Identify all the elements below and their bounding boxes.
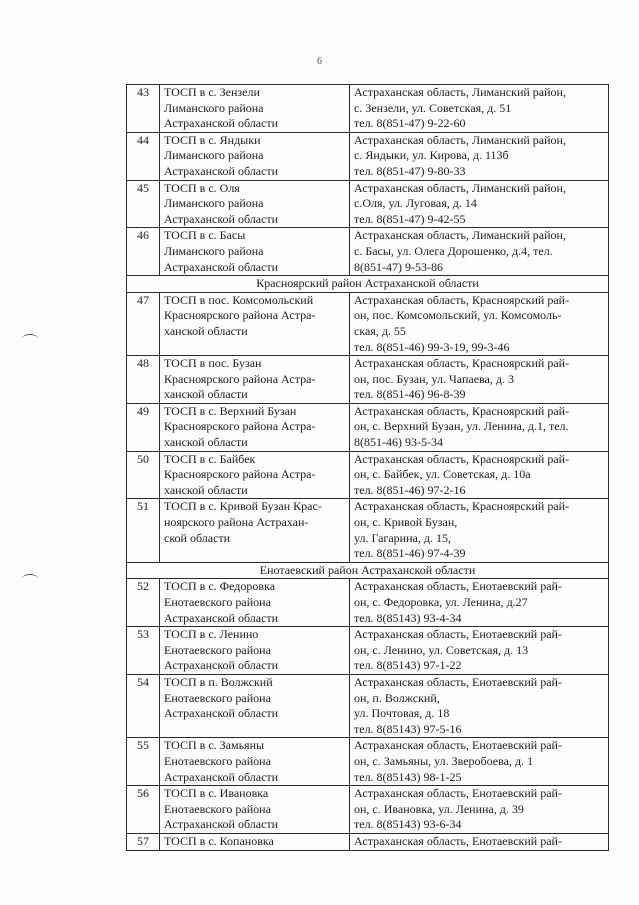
office-name-line: ханской области [164, 323, 248, 338]
row-number: 47 [127, 292, 160, 355]
office-name-line: ханской области [164, 482, 248, 497]
address-cell [350, 132, 609, 180]
office-name-cell [160, 499, 350, 562]
office-name-line: Астраханской области [164, 706, 279, 721]
row-number: 51 [127, 499, 160, 562]
address-line: Астраханская область, Енотаевский рай- [354, 786, 562, 801]
address-line: Астраханская область, Красноярский рай- [354, 451, 570, 466]
address-line: тел. 8(851-46) 97-4-39 [354, 546, 466, 561]
address-line: тел. 8(85143) 97-1-22 [354, 658, 462, 673]
office-name-line: Астраханской области [164, 817, 279, 832]
address-line: он, с. Федоровка, ул. Ленина, д.27 [354, 595, 528, 609]
office-name-line: Астраханской области [164, 211, 279, 226]
address-line: тел. 8(851-46) 96-8-39 [354, 387, 466, 402]
office-name-line: ТОСП в с. Верхний Бузан [164, 403, 297, 418]
office-name-line: ТОСП в п. Волжский [164, 674, 273, 689]
office-name-line: Красноярского района Астра- [164, 467, 316, 482]
page-number: 6 [317, 56, 322, 67]
office-name-cell [160, 132, 350, 180]
address-cell [350, 627, 609, 675]
table-row [127, 833, 609, 850]
office-name-line: Астраханской области [164, 116, 279, 131]
address-line: Астраханская область, Красноярский рай- [354, 356, 570, 371]
section-title: Енотаевский район Астраханской области [127, 562, 609, 579]
table-row [127, 356, 609, 404]
address-line: с.Оля, ул. Луговая, д. 14 [354, 196, 477, 211]
office-name-cell [160, 579, 350, 627]
table-row [127, 228, 609, 276]
office-name-cell [160, 292, 350, 355]
address-line: Астраханская область, Енотаевский рай- [354, 738, 562, 753]
address-line: Астраханская область, Енотаевский рай- [354, 627, 562, 642]
address-line: он, с. Кривой Бузан, [354, 515, 458, 530]
address-line: Астраханская область, Красноярский рай- [354, 403, 570, 418]
address-line: он, пос. Бузан, ул. Чапаева, д. 3 [354, 371, 514, 386]
table-row [127, 292, 609, 355]
address-line: Астраханская область, Красноярский рай- [354, 292, 570, 307]
office-name-line: Красноярского района Астра- [164, 419, 316, 434]
address-line: он, с. Ленино, ул. Советская, д. 13 [354, 642, 529, 657]
address-line: он, с. Байбек, ул. Советская, д. 10а [354, 467, 531, 482]
table-row [127, 180, 609, 228]
office-name-line: ТОСП в с. Замьяны [164, 738, 265, 753]
office-name-line: ТОСП в с. Оля [164, 180, 240, 195]
office-name-cell [160, 674, 350, 737]
address-cell [350, 786, 609, 834]
address-cell [350, 833, 609, 850]
table-row [127, 738, 609, 786]
address-line: Астраханская область, Енотаевский рай- [354, 833, 562, 848]
address-line: он, с. Верхний Бузан, ул. Ленина, д.1, тел. [354, 419, 569, 434]
address-line: тел. 8(851-47) 9-22-60 [354, 116, 466, 131]
row-number: 44 [127, 132, 160, 180]
address-line: тел. 8(851-47) 9-80-33 [354, 163, 466, 178]
office-name-line: Лиманского района [164, 148, 264, 163]
offices-table [126, 84, 609, 851]
row-number: 52 [127, 579, 160, 627]
table-row [127, 579, 609, 627]
address-line: 8(851-46) 93-5-34 [354, 435, 443, 450]
office-name-line: ТОСП в с. Кривой Бузан Крас- [164, 499, 322, 514]
office-name-line: Астраханской области [164, 163, 279, 178]
address-line: Астраханская область, Лиманский район, [354, 132, 566, 147]
office-name-cell [160, 180, 350, 228]
address-cell [350, 674, 609, 737]
address-line: Астраханская область, Лиманский район, [354, 85, 566, 99]
office-name-line: Лиманского района [164, 243, 264, 258]
office-name-line: ТОСП в с. Зензели [164, 85, 260, 99]
address-line: с. Басы, ул. Олега Дорошенко, д.4, тел. [354, 243, 553, 258]
office-name-cell [160, 403, 350, 451]
row-number: 54 [127, 674, 160, 737]
table-row [127, 403, 609, 451]
office-name-cell [160, 85, 350, 133]
office-name-line: Красноярского района Астра- [164, 371, 316, 386]
table-row [127, 627, 609, 675]
section-header-row [127, 562, 609, 579]
row-number: 46 [127, 228, 160, 276]
address-cell [350, 228, 609, 276]
address-line: тел. 8(85143) 93-4-34 [354, 610, 462, 625]
office-name-line: Астраханской области [164, 259, 279, 274]
binder-hole-mark [22, 334, 38, 343]
office-name-line: ТОСП в с. Федоровка [164, 579, 276, 594]
address-line: тел. 8(85143) 97-5-16 [354, 721, 462, 736]
office-name-cell [160, 356, 350, 404]
address-line: Астраханская область, Лиманский район, [354, 228, 566, 243]
address-line: Астраханская область, Лиманский район, [354, 180, 566, 195]
address-line: тел. 8(85143) 93-6-34 [354, 817, 462, 832]
office-name-line: ноярского района Астрахан- [164, 515, 309, 530]
office-name-line: Енотаевского района [164, 753, 271, 768]
office-name-line: Астраханской области [164, 769, 279, 784]
table-row [127, 132, 609, 180]
row-number: 49 [127, 403, 160, 451]
office-name-cell [160, 451, 350, 499]
address-line: тел. 8(851-46) 99-3-19, 99-3-46 [354, 339, 510, 354]
office-name-line: Красноярского района Астра- [164, 308, 316, 323]
address-line: тел. 8(851-47) 9-42-55 [354, 211, 466, 226]
table-row [127, 674, 609, 737]
office-name-cell [160, 738, 350, 786]
address-cell [350, 180, 609, 228]
office-name-line: ТОСП в с. Ленино [164, 627, 259, 642]
office-name-line: ханской области [164, 435, 248, 450]
address-line: ул. Гагарина, д. 15, [354, 530, 451, 545]
office-name-line: Лиманского района [164, 100, 264, 115]
office-name-line: Астраханской области [164, 610, 279, 625]
address-line: ул. Почтовая, д. 18 [354, 706, 450, 721]
address-line: ская, д. 55 [354, 323, 406, 338]
address-cell [350, 403, 609, 451]
office-name-line: ТОСП в с. Копановка [164, 833, 274, 848]
row-number: 45 [127, 180, 160, 228]
address-line: он, пос. Комсомольский, ул. Комсомоль- [354, 308, 562, 323]
row-number: 55 [127, 738, 160, 786]
section-title: Красноярский район Астраханской области [127, 276, 609, 293]
address-cell [350, 451, 609, 499]
office-name-line: ТОСП в пос. Бузан [164, 356, 262, 371]
address-line: он, п. Волжский, [354, 690, 440, 705]
office-name-line: Лиманского района [164, 196, 264, 211]
office-name-cell [160, 786, 350, 834]
address-line: он, с. Замьяны, ул. Зверобоева, д. 1 [354, 753, 534, 768]
table-row [127, 451, 609, 499]
address-line: Астраханская область, Енотаевский рай- [354, 579, 562, 594]
row-number: 57 [127, 833, 160, 850]
address-cell [350, 499, 609, 562]
address-cell [350, 292, 609, 355]
table-row [127, 499, 609, 562]
office-name-line: ТОСП в с. Ивановка [164, 786, 269, 801]
table-row [127, 786, 609, 834]
address-line: 8(851-47) 9-53-86 [354, 259, 443, 274]
office-name-line: Енотаевского района [164, 690, 271, 705]
offices-table-body [127, 85, 609, 851]
address-line: с. Яндыки, ул. Кирова, д. 113б [354, 148, 509, 163]
office-name-line: ханской области [164, 387, 248, 402]
row-number: 56 [127, 786, 160, 834]
address-line: Астраханская область, Енотаевский рай- [354, 674, 562, 689]
address-cell [350, 738, 609, 786]
office-name-line: ТОСП в с. Яндыки [164, 132, 261, 147]
office-name-line: Енотаевского района [164, 595, 271, 609]
row-number: 48 [127, 356, 160, 404]
address-line: тел. 8(851-46) 97-2-16 [354, 482, 466, 497]
office-name-line: Астраханской области [164, 658, 279, 673]
office-name-cell [160, 833, 350, 850]
row-number: 50 [127, 451, 160, 499]
office-name-line: ТОСП в с. Байбек [164, 451, 256, 466]
address-line: он, с. Ивановка, ул. Ленина, д. 39 [354, 801, 524, 816]
binder-hole-mark [22, 574, 38, 583]
address-cell [350, 85, 609, 133]
table-row [127, 85, 609, 133]
office-name-line: ТОСП в пос. Комсомольский [164, 292, 314, 307]
office-name-cell [160, 228, 350, 276]
address-line: с. Зензели, ул. Советская, д. 51 [354, 100, 512, 115]
office-name-line: Енотаевского района [164, 642, 271, 657]
address-line: тел. 8(85143) 98-1-25 [354, 769, 462, 784]
address-cell [350, 579, 609, 627]
address-line: Астраханская область, Красноярский рай- [354, 499, 570, 514]
row-number: 43 [127, 85, 160, 133]
office-name-cell [160, 627, 350, 675]
office-name-line: Енотаевского района [164, 801, 271, 816]
office-name-line: ской области [164, 530, 231, 545]
address-cell [350, 356, 609, 404]
section-header-row [127, 276, 609, 293]
row-number: 53 [127, 627, 160, 675]
office-name-line: ТОСП в с. Басы [164, 228, 246, 243]
